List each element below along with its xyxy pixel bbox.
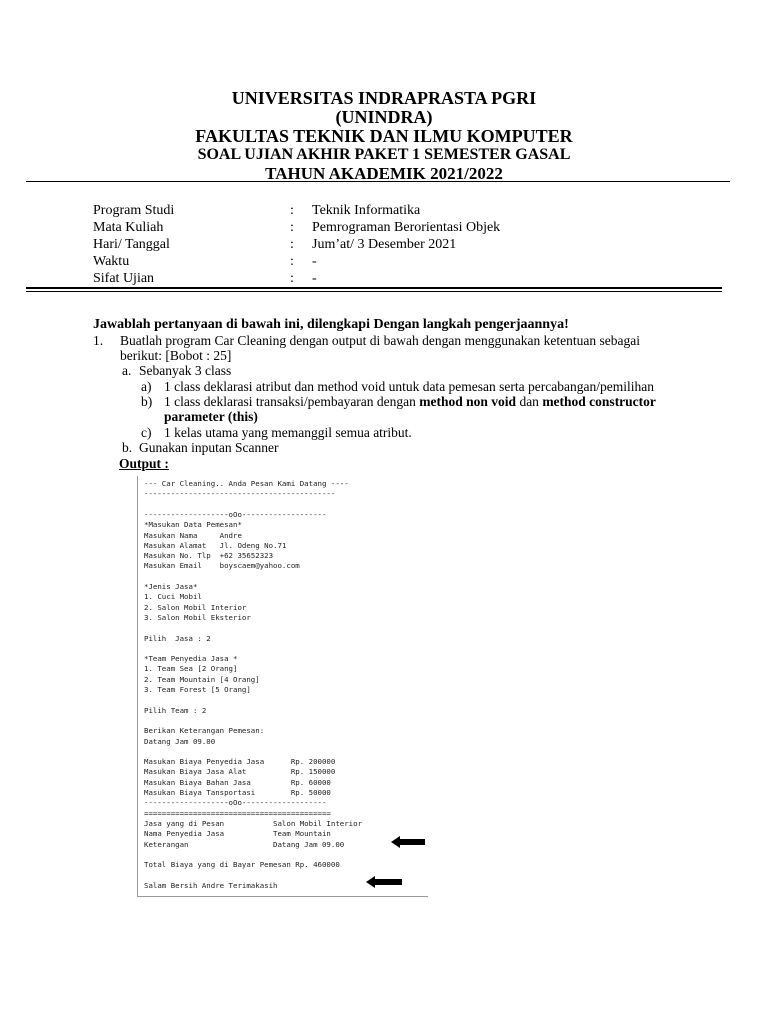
console-output-screenshot: [137, 476, 428, 897]
info-colon: :: [290, 237, 294, 252]
item-a2-text-pre: 1 class deklarasi transaksi/pembayaran dengan: [164, 394, 420, 409]
console-line: Jasa yang di Pesan Salon Mobil Interior: [144, 818, 363, 828]
header-divider: [26, 181, 730, 182]
question-number: 1.: [93, 333, 104, 348]
console-line: Masukan Alamat Jl. Odeng No.71: [144, 540, 287, 550]
info-divider-thick: [26, 287, 722, 289]
console-line: 2. Salon Mobil Interior: [144, 602, 247, 612]
info-label: Mata Kuliah: [93, 220, 164, 235]
instructions: Jawablah pertanyaan di bawah ini, dilengkapi Dengan langkah pengerjaannya!: [93, 317, 569, 332]
info-value: -: [312, 271, 317, 286]
console-line: Masukan No. Tlp +62 35652323: [144, 551, 274, 561]
console-line: -------------------oOo-------------------: [144, 509, 327, 519]
info-divider-thin: [26, 291, 722, 292]
item-a3-label: c): [141, 425, 152, 440]
console-line: -------------------oOo-------------------: [144, 798, 327, 808]
item-a-label: a.: [122, 363, 132, 378]
output-label: Output :: [119, 456, 169, 471]
university-name: UNIVERSITAS INDRAPRASTA PGRI: [231, 88, 537, 108]
item-a-text: Sebanyak 3 class: [139, 363, 232, 378]
item-a2-text: [164, 395, 656, 409]
item-a2-bold-2: method constructor: [542, 394, 656, 409]
item-a3-text: 1 kelas utama yang memanggil semua atribut.: [164, 425, 412, 440]
console-line: *Jenis Jasa*: [144, 582, 198, 591]
info-colon: :: [290, 254, 294, 269]
console-line: *Team Penyedia Jasa *: [144, 654, 238, 664]
console-line: Pilih Jasa : 2: [144, 633, 211, 643]
item-a2-bold-1: method non void: [419, 394, 517, 409]
console-line: 3. Team Forest [5 Orang]: [144, 685, 251, 694]
console-line: 1. Cuci Mobil: [144, 592, 202, 602]
item-b-text: Gunakan inputan Scanner: [139, 440, 279, 455]
item-a2-bold-3: parameter (this): [164, 409, 258, 424]
console-line: Masukan Biaya Jasa Alat Rp. 150000: [144, 767, 336, 777]
console-line: -------------------------------------------: [144, 489, 336, 499]
academic-year: TAHUN AKADEMIK 2021/2022: [265, 164, 503, 183]
console-line: Masukan Biaya Tansportasi Rp. 50000: [144, 788, 331, 797]
item-a1-label: a): [141, 379, 152, 394]
item-b-label: b.: [122, 440, 133, 455]
info-value: Teknik Informatika: [312, 203, 421, 218]
info-value: -: [312, 254, 317, 269]
info-colon: :: [290, 271, 294, 286]
console-line: 3. Salon Mobil Eksterior: [144, 612, 251, 622]
console-line: Berikan Keterangan Pemesan:: [144, 726, 265, 736]
console-line: Masukan Biaya Bahan Jasa Rp. 60000: [144, 777, 331, 787]
question-line-2: berikut: [Bobot : 25]: [120, 348, 232, 363]
info-value: Jum’at/ 3 Desember 2021: [312, 237, 457, 252]
faculty-name: FAKULTAS TEKNIK DAN ILMU KOMPUTER: [195, 126, 573, 146]
console-line: 2. Team Mountain [4 Orang]: [144, 674, 260, 684]
console-line: Keterangan Datang Jam 09.00: [144, 839, 345, 849]
console-line: ==========================================: [144, 808, 331, 818]
info-label: Sifat Ujian: [93, 271, 155, 286]
console-line: 1. Team Sea [2 Orang]: [144, 664, 238, 674]
console-line: Masukan Nama Andre: [144, 530, 242, 540]
console-line: --- Car Cleaning.. Anda Pesan Kami Datang ----: [144, 479, 349, 488]
info-label: Hari/ Tanggal: [93, 237, 170, 252]
info-value: Pemrograman Berorientasi Objek: [312, 220, 501, 235]
console-line: *Masukan Data Pemesan*: [144, 520, 242, 530]
info-colon: :: [290, 220, 294, 235]
console-line: Masukan Email boyscaem@yahoo.com: [144, 561, 300, 571]
info-colon: :: [290, 203, 294, 218]
console-line: Salam Bersih Andre Terimakasih: [144, 880, 278, 890]
console-line: Nama Penyedia Jasa Team Mountain: [144, 829, 331, 839]
item-a1-text: 1 class deklarasi atribut dan method void untuk data pemesan serta percabangan/pemilihan: [164, 379, 654, 394]
info-label: Program Studi: [93, 203, 175, 218]
console-line: Datang Jam 09.00: [144, 736, 216, 746]
exam-title: SOAL UJIAN AKHIR PAKET 1 SEMESTER GASAL: [197, 146, 571, 163]
console-line: Total Biaya yang di Bayar Pemesan Rp. 460000: [144, 860, 340, 870]
item-a2-text-mid: dan: [516, 394, 543, 409]
console-line: Pilih Team : 2: [144, 705, 207, 715]
question-line-1: Buatlah program Car Cleaning dengan output di bawah dengan menggunakan ketentuan sebagai: [120, 333, 640, 348]
university-abbr: (UNINDRA): [335, 107, 433, 127]
item-a2-label: b): [141, 394, 153, 409]
console-line: Masukan Biaya Penyedia Jasa Rp. 200000: [144, 757, 336, 767]
info-label: Waktu: [93, 254, 130, 269]
